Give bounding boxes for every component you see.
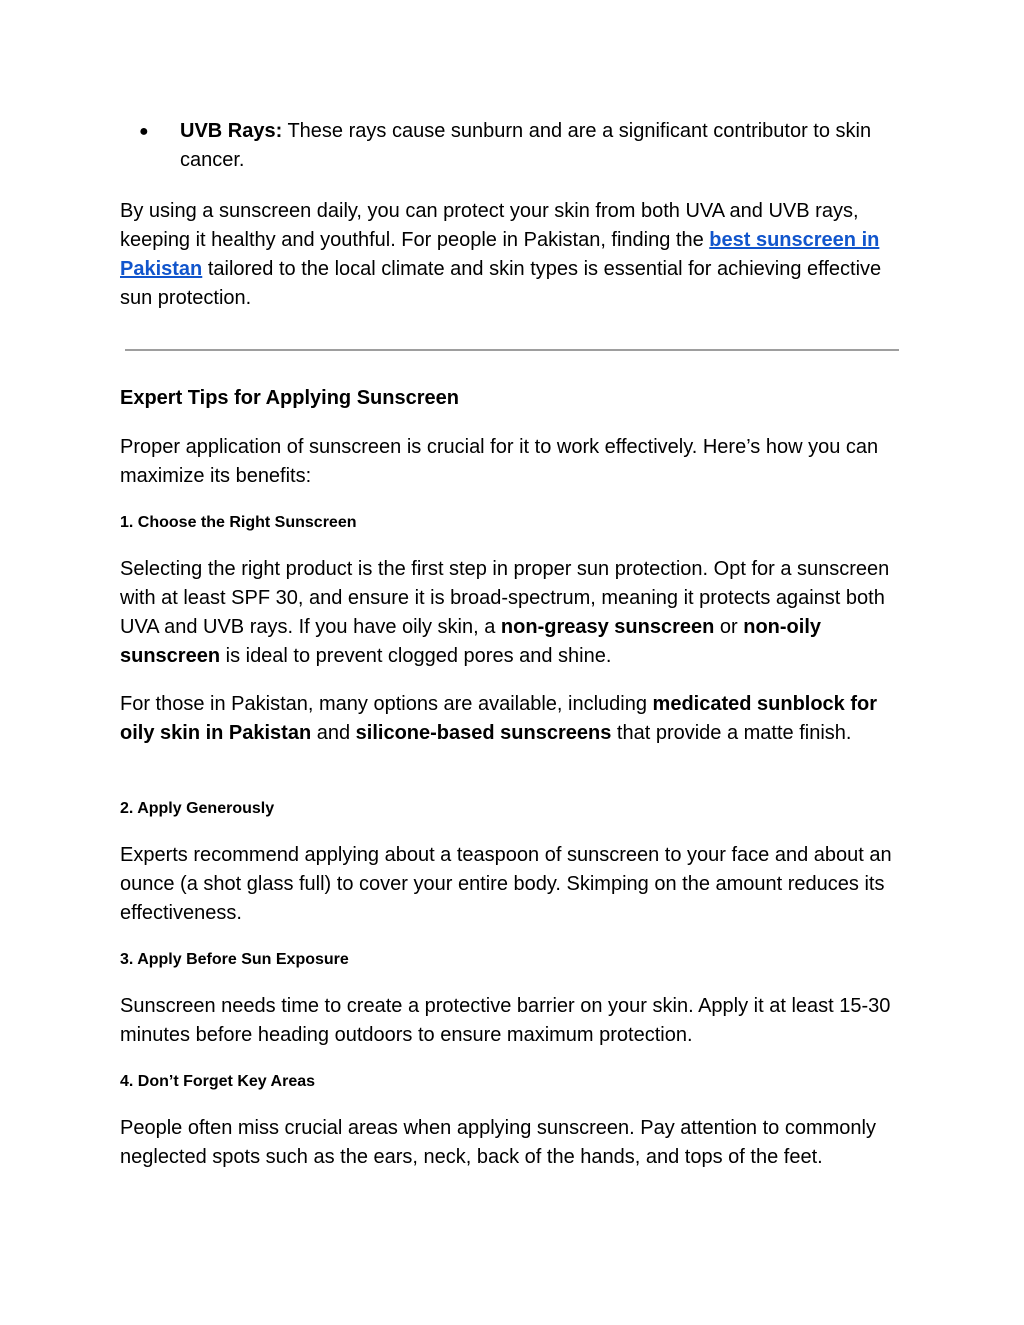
- section-title: Expert Tips for Applying Sunscreen: [120, 387, 459, 409]
- best-sunscreen-link[interactable]: best sunscreen in Pakistan: [120, 229, 880, 280]
- intro-text-start: By using a sunscreen daily, you can protect your skin from both UVA and UVB rays, keeping it healthy and youthful. For people in Pakistan, finding the: [120, 200, 859, 251]
- intro-text-end: tailored to the local climate and skin types is essential for achieving effective sun protection.: [120, 258, 882, 309]
- tip3-paragraph: Sunscreen needs time to create a protective barrier on your skin. Apply it at least 15-30 minutes before heading outdoors to ensure maximum protection.: [120, 995, 891, 1046]
- tip1-p2-text-c: and: [311, 722, 356, 744]
- intro-paragraph: [120, 197, 910, 313]
- tip1-bold-silicone: silicone-based sunscreens: [355, 722, 612, 744]
- bullet-list: [139, 117, 909, 175]
- tip1-p2-text-a: For those in Pakistan, many options are available, including: [120, 693, 653, 715]
- tip2-paragraph: Experts recommend applying about a teaspoon of sunscreen to your face and about an ounce (a shot glass full) to cover your entire body. Skimping on the amount reduces its effectiveness.: [120, 844, 892, 924]
- tip1-text-c: or: [714, 616, 744, 638]
- list-item: [139, 117, 909, 175]
- horizontal-divider: [125, 349, 899, 351]
- tip1-heading: 1. Choose the Right Sunscreen: [120, 514, 357, 531]
- tip4-paragraph: People often miss crucial areas when applying sunscreen. Pay attention to commonly neglected spots such as the ears, neck, back of the hands, and tops of the feet.: [120, 1117, 876, 1168]
- tip1-paragraph-1: [120, 555, 910, 671]
- section-intro: Proper application of sunscreen is crucial for it to work effectively. Here’s how you can maximize its benefits:: [120, 436, 879, 487]
- tip1-bold-medicated: medicated sunblock for oily skin in Pakistan: [120, 693, 878, 744]
- bullet-label: UVB Rays:: [180, 120, 283, 142]
- tip1-text-d: is ideal to prevent clogged pores and shine.: [220, 645, 612, 667]
- tip4-heading: 4. Don’t Forget Key Areas: [120, 1073, 316, 1090]
- tip1-p2-text-d: that provide a matte finish.: [611, 722, 852, 744]
- bullet-text: These rays cause sunburn and are a significant contributor to skin cancer.: [180, 120, 872, 171]
- bullet-icon: ●: [139, 123, 149, 140]
- tip1-paragraph-2: [120, 690, 910, 748]
- tip3-heading: 3. Apply Before Sun Exposure: [120, 951, 349, 968]
- tip1-bold-non-oily: non-oily sunscreen: [120, 616, 822, 667]
- tip1-text-a: Selecting the right product is the first step in proper sun protection. Opt for a sunscreen with at least SPF 30, and ensure it is broad-spectrum, meaning it protects against both UVA and UVB rays. If you have oily skin, a: [120, 558, 890, 638]
- tip2-heading: 2. Apply Generously: [120, 800, 275, 817]
- tip1-bold-non-greasy: non-greasy sunscreen: [500, 616, 715, 638]
